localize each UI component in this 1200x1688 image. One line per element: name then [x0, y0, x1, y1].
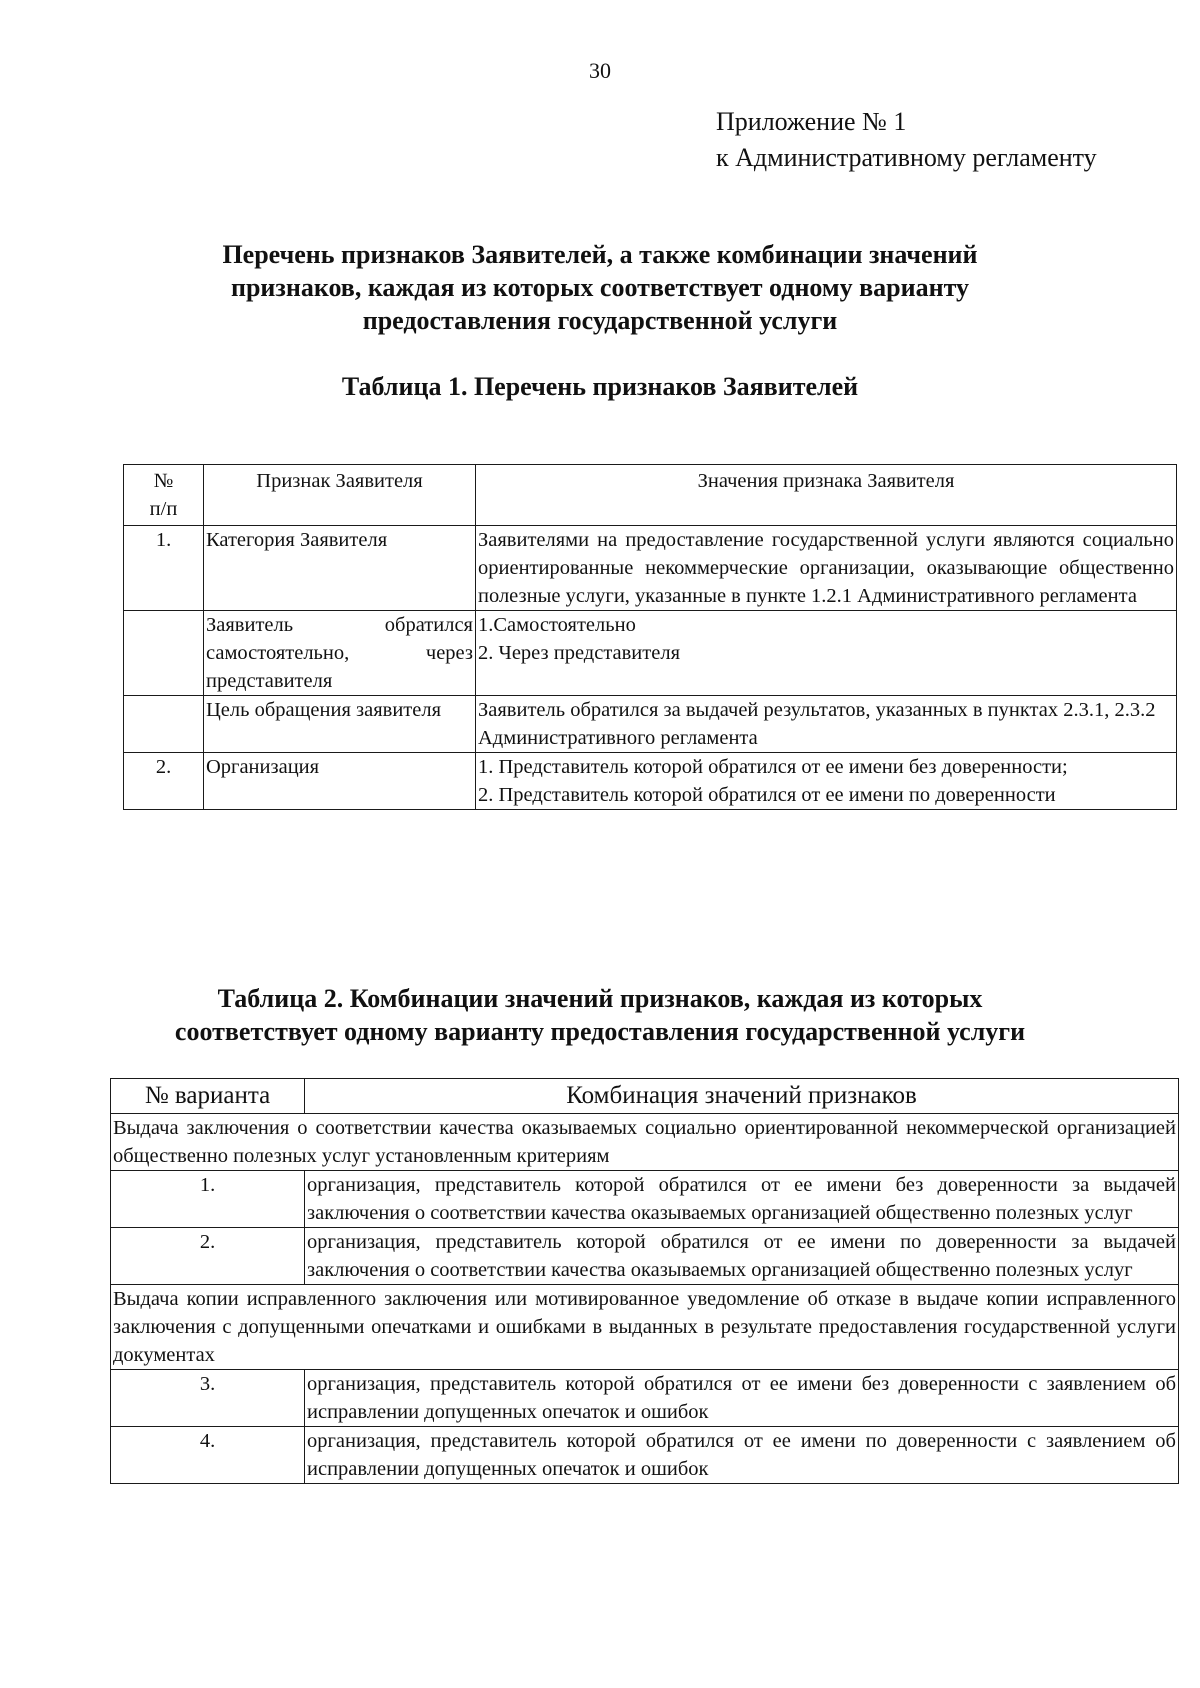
group-title: Выдача копии исправленного заключения или мотивированное уведомление об отказе в выдаче копии исправленного заключения с допущенными опечатками и ошибками в выданных в результате предоставления государственной услуги документах [111, 1285, 1179, 1370]
appendix-line-1: Приложение № 1 [716, 107, 907, 136]
table-row [124, 696, 1177, 753]
table2-caption [150, 982, 1050, 1048]
table-row [111, 1228, 1179, 1285]
variant-combination: организация, представитель которой обратился от ее имени без доверенности за выдачей заключения о соответствии качества оказываемых организацией общественно полезных услуг [305, 1171, 1179, 1228]
value-option-1: 1.Самостоятельно [478, 614, 636, 636]
table-row [124, 526, 1177, 611]
attribute-combinations-table [110, 1078, 1179, 1484]
variant-combination: организация, представитель которой обратился от ее имени по доверенности за выдачей заключения о соответствии качества оказываемых организацией общественно полезных услуг [305, 1228, 1179, 1285]
variant-number: 3. [111, 1370, 305, 1427]
row-attribute: Заявитель обратился самостоятельно, через представителя [204, 611, 476, 696]
document-title-line-1: Перечень признаков Заявителей, а также комбинации значений [222, 240, 978, 269]
header-attribute: Признак Заявителя [204, 465, 476, 526]
table-row [111, 1171, 1179, 1228]
row-values: Заявителями на предоставление государственной услуги являются социально ориентированные некоммерческие организации, оказывающие общественно полезные услуги, указанные в пункте 1.2.1 Административного регламента [476, 526, 1177, 611]
row-attribute: Категория Заявителя [204, 526, 476, 611]
value-option-1: 1. Представитель которой обратился от ее имени без доверенности; [478, 756, 1068, 778]
row-number: 2. [124, 753, 204, 810]
table2-caption-line-2: соответствует одному варианту предоставления государственной услуги [174, 1017, 1026, 1046]
table-row [111, 1370, 1179, 1427]
table-row [124, 753, 1177, 810]
document-title-line-3: предоставления государственной услуги [362, 306, 838, 335]
variant-combination: организация, представитель которой обратился от ее имени без доверенности с заявлением об исправлении допущенных опечаток и ошибок [305, 1370, 1179, 1427]
header-number [124, 465, 204, 526]
header-combination: Комбинация значений признаков [305, 1079, 1179, 1114]
value-option-2: 2. Представитель которой обратился от ее имени по доверенности [478, 784, 1056, 806]
value-option-2: 2. Через представителя [478, 642, 680, 664]
page-number: 30 [589, 58, 611, 83]
appendix-line-2: к Административному регламенту [716, 143, 1097, 172]
row-attribute: Организация [204, 753, 476, 810]
document-title-line-2: признаков, каждая из которых соответствует одному варианту [230, 273, 970, 302]
group-row [111, 1285, 1179, 1370]
appendix-note [716, 104, 1097, 176]
applicant-attributes-table [123, 464, 1177, 810]
group-title: Выдача заключения о соответствии качества оказываемых социально ориентированной некоммерческой организацией общественно полезных услуг установленным критериям [111, 1114, 1179, 1171]
row-values [476, 753, 1177, 810]
table2-caption-line-1: Таблица 2. Комбинации значений признаков, каждая из которых [217, 984, 983, 1013]
header-number-line-2: п/п [149, 498, 178, 520]
header-number-line-1: № [153, 470, 174, 492]
table-header-row [111, 1079, 1179, 1114]
document-title [150, 238, 1050, 337]
row-number [124, 696, 204, 753]
row-number: 1. [124, 526, 204, 611]
variant-number: 1. [111, 1171, 305, 1228]
row-attribute: Цель обращения заявителя [204, 696, 476, 753]
table1-caption: Таблица 1. Перечень признаков Заявителей [341, 372, 859, 401]
row-values [476, 611, 1177, 696]
row-values: Заявитель обратился за выдачей результатов, указанных в пунктах 2.3.1, 2.3.2 Административного регламента [476, 696, 1177, 753]
table-row [124, 611, 1177, 696]
table-header-row [124, 465, 1177, 526]
variant-number: 2. [111, 1228, 305, 1285]
variant-number: 4. [111, 1427, 305, 1484]
table-row [111, 1427, 1179, 1484]
variant-combination: организация, представитель которой обратился от ее имени по доверенности с заявлением об исправлении допущенных опечаток и ошибок [305, 1427, 1179, 1484]
header-values: Значения признака Заявителя [476, 465, 1177, 526]
header-variant: № варианта [111, 1079, 305, 1114]
row-number [124, 611, 204, 696]
group-row [111, 1114, 1179, 1171]
